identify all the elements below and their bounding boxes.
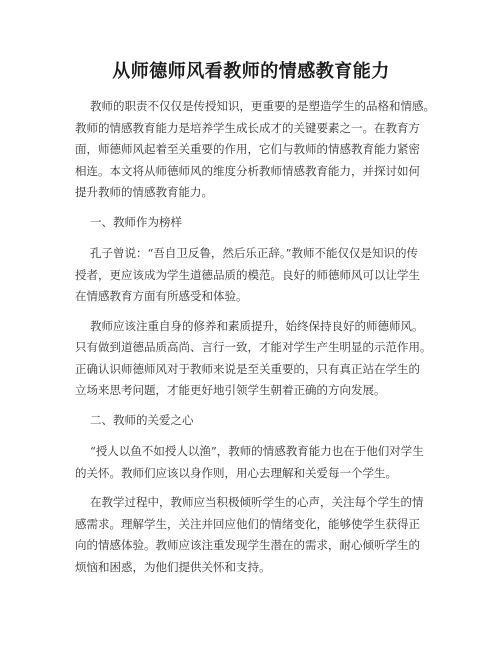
text-line: 相连。本文将从师德师风的维度分析教师情感教育能力，并探讨如何	[75, 163, 420, 178]
text-line: 立场来思考问题，才能更好地引领学生朝着正确的方向发展。	[75, 383, 386, 397]
paragraph	[75, 316, 475, 402]
text-line: 在情感教育方面有所感受和体验。	[75, 289, 248, 303]
text-line: 在教学过程中，教师应当积极倾听学生的心声，关注每个学生的情	[90, 495, 424, 509]
text-line: 的关怀。教师们应该以身作则，用心去理解和关爱每一个学生。	[75, 465, 397, 480]
paragraph-intro	[75, 96, 475, 204]
section-heading: 一、教师作为榜样	[90, 214, 182, 229]
text-line: 提升教师的情感教育能力。	[75, 185, 213, 199]
text-line: 烦恼和困惑，为他们提供关怀和支持。	[75, 559, 271, 574]
text-line: 只有做到道德品质高尚、言行一致，才能对学生产生明显的示范作用。	[75, 340, 432, 354]
text-line: 教师的职责不仅仅是传授知识，更重要的是塑造学生的品格和情感。	[90, 99, 435, 113]
text-line: 教师应该注重自身的修养和素质提升，始终保持良好的师德师风。	[90, 318, 424, 333]
text-line: 面，师德师风起着至关重要的作用，它们与教师的情感教育能力紧密	[75, 142, 420, 156]
paragraph	[75, 492, 475, 578]
text-line: 正确认识师德师风对于教师来说是至关重要的，只有真正站在学生的	[75, 361, 420, 376]
document-title: 从师德师风看教师的情感教育能力	[112, 61, 390, 82]
text-line: 孔子曾说：“吾自卫反鲁，然后乐正辞。”教师不能仅仅是知识的传	[90, 246, 419, 260]
paragraph	[75, 441, 475, 484]
document-body	[75, 96, 475, 586]
text-line: 向的情感体验。教师应该注重发现学生潜在的需求，耐心倾听学生的	[75, 538, 420, 552]
text-line: 授者，更应该成为学生道德品质的模范。良好的师德师风可以让学生	[75, 267, 420, 282]
section-heading: 二、教师的关爱之心	[90, 412, 194, 427]
paragraph	[75, 243, 475, 308]
text-line: 感需求。理解学生，关注并回应他们的情绪变化，能够使学生获得正	[75, 516, 420, 531]
text-line: 教师的情感教育能力是培养学生成长成才的关键要素之一。在教育方	[75, 120, 420, 135]
text-line: “授人以鱼不如授人以渔”，教师的情感教育能力也在于他们对学生	[90, 444, 424, 458]
